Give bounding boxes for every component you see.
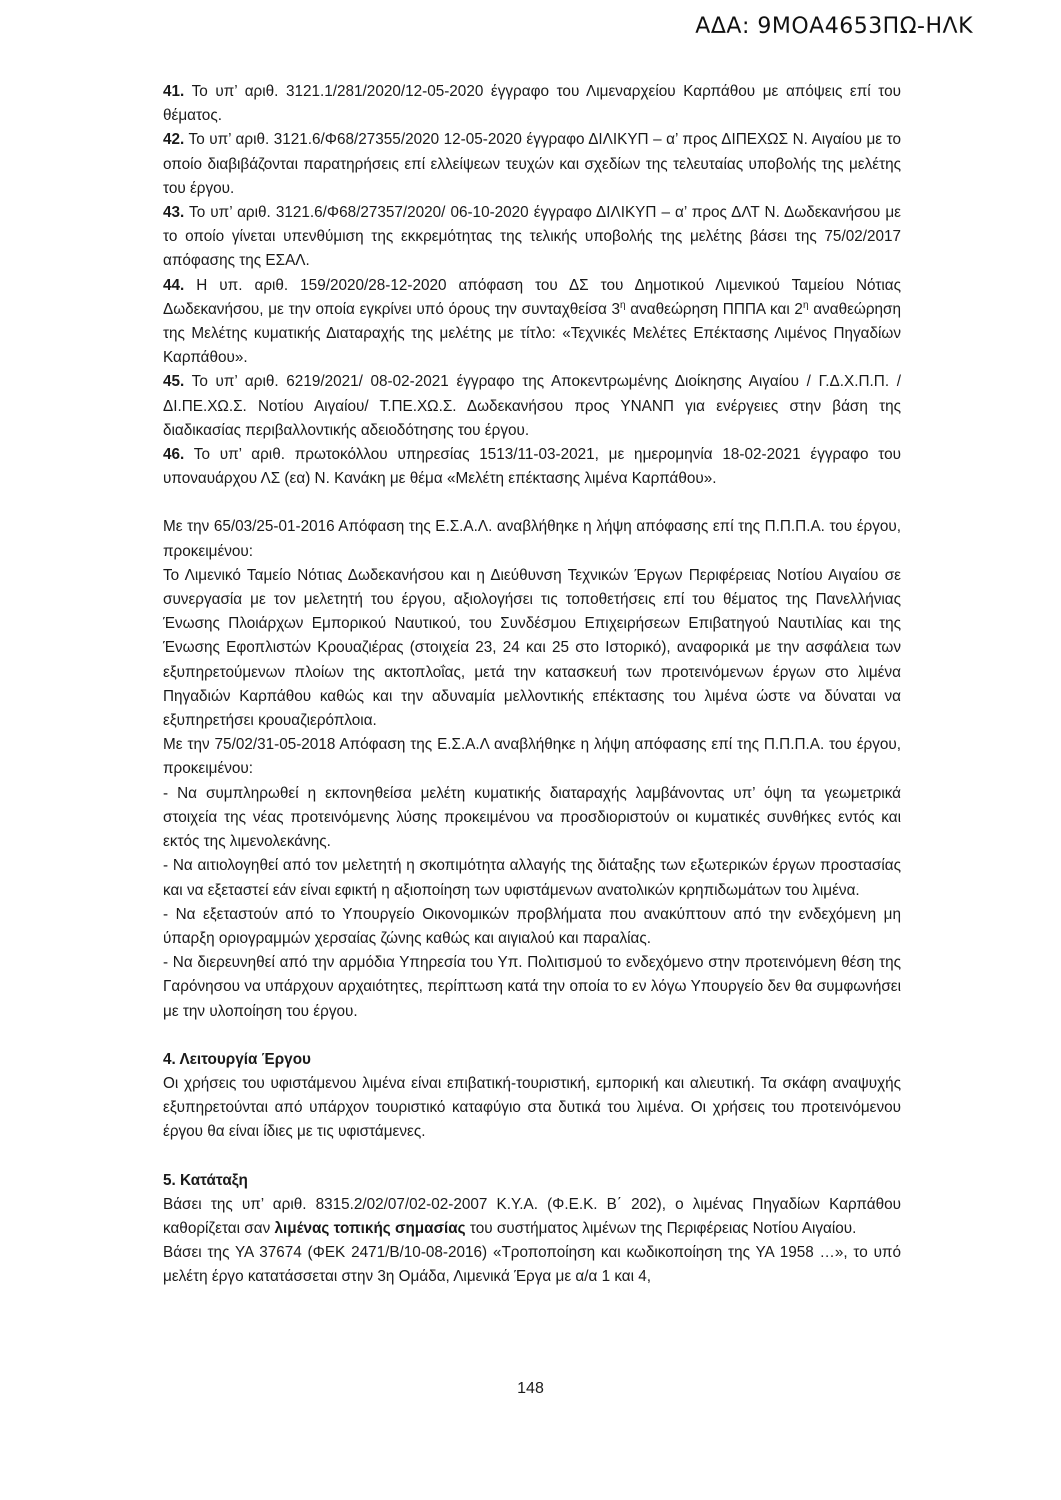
section-heading-operation: 4. Λειτουργία Έργου bbox=[163, 1050, 311, 1068]
esal-bullet: - Να διερευνηθεί από την αρμόδια Υπηρεσία του Υπ. Πολιτισμού το ενδεχόμενο στην προτεινόμενη θέση της Γαρόνησου να υπάρχουν αρχαιότητες, περίπτωση κατά την οποία το εν λόγω Υπουργείο δεν θα συμφωνήσει με την υλοποίηση του έργου. bbox=[163, 954, 901, 1020]
item-text: Το υπ’ αριθ. 6219/2021/ 08-02-2021 έγγραφο της Αποκεντρωμένης Διοίκησης Αιγαίου / Γ.Δ.Χ.Π.Π. / ΔΙ.ΠΕ.ΧΩ.Σ. Νοτίου Αιγαίου/ Τ.ΠΕ.ΧΩ.Σ. Δωδεκανήσου προς ΥΝΑΝΠ για ενέργειες στην βάση της διαδικασίας περιβαλλοντικής αδειοδότησης του έργου. bbox=[163, 373, 901, 439]
item-number: 42. bbox=[163, 131, 185, 149]
section-text-classification bbox=[163, 1193, 901, 1241]
item-text: Το υπ’ αριθ. 3121.1/281/2020/12-05-2020 έγγραφο του Λιμεναρχείου Καρπάθου με απόψεις επί του θέματος. bbox=[163, 83, 901, 125]
item-text: αναθεώρηση της Μελέτης κυματικής Διαταραχής της μελέτης με τίτλο: «Τεχνικές Μελέτες Επέκτασης Λιμένος Πηγαδίων Καρπάθου». bbox=[163, 300, 901, 367]
item-text: Το υπ’ αριθ. πρωτοκόλλου υπηρεσίας 1513/11-03-2021, με ημερομηνία 18-02-2021 έγγραφο του υποναυάρχου ΛΣ (εα) Ν. Κανάκη με θέμα «Μελέτη επέκτασης λιμένα Καρπάθου». bbox=[163, 446, 901, 488]
superscript: η bbox=[802, 299, 809, 311]
document-body bbox=[163, 80, 901, 1290]
page-number: 148 bbox=[517, 1380, 544, 1397]
spacer bbox=[163, 1024, 901, 1048]
list-item-41 bbox=[163, 80, 901, 128]
superscript: η bbox=[620, 299, 626, 311]
esal-decision-2018: Με την 75/02/31-05-2018 Απόφαση της Ε.Σ.Α.Λ αναβλήθηκε η λήψη απόφασης επί της Π.Π.Π.Α. του έργου, προκειμένου: bbox=[163, 736, 901, 778]
text-run: του συστήματος λιμένων της Περιφέρειας Νοτίου Αιγαίου. bbox=[465, 1219, 857, 1237]
item-text: Το υπ’ αριθ. 3121.6/Φ68/27355/2020 12-05-2020 έγγραφο ΔΙΛΙΚΥΠ – α’ προς ΔΙΠΕΧΩΣ Ν. Αιγαίου με το οποίο διαβιβάζονται παρατηρήσεις επί ελλείψεων τευχών και σχεδίων της τελευταίας υποβολής της μελέτης του έργου. bbox=[163, 131, 901, 197]
ada-code: ΑΔΑ: 9ΜΟΑ4653ΠΩ-ΗΛΚ bbox=[695, 14, 973, 39]
item-number: 41. bbox=[163, 83, 185, 100]
list-item-42 bbox=[163, 128, 901, 201]
list-item-46 bbox=[163, 443, 901, 491]
item-number: 46. bbox=[163, 446, 185, 464]
text-run: Βάσει της υπ’ αριθ. 8315.2/02/07/02-02-2007 Κ.Υ.Α. (Φ.Ε.Κ. Β΄ 202), ο λιμένας Πηγαδίων Καρπάθου καθορίζεται σαν bbox=[163, 1195, 901, 1237]
spacer bbox=[163, 491, 901, 515]
item-number: 44. bbox=[163, 276, 185, 294]
section-text-operation: Οι χρήσεις του υφιστάμενου λιμένα είναι επιβατική-τουριστική, εμπορική και αλιευτική. Τα σκάφη αναψυχής εξυπηρετούνται από υπάρχον τουριστικό καταφύγιο στα δυτικά του λιμένα. Οι χρήσεις του προτεινόμενου έργου θα είναι ίδιες με τις υφιστάμενες. bbox=[163, 1074, 901, 1141]
esal-decision-2016-detail: Το Λιμενικό Ταμείο Νότιας Δωδεκανήσου και η Διεύθυνση Τεχνικών Έργων Περιφέρειας Νοτίου Αιγαίου σε συνεργασία με τον μελετητή του έργου, αξιολογήσει τις τοποθετήσεις επί του θέματος της Πανελλήνιας Ένωσης Πλοιάρχων Εμπορικού Ναυτικού, του Συνδέσμου Επιχειρήσεων Επιβατηγού Ναυτιλίας και της Ένωσης Εφοπλιστών Κρουαζιέρας (στοιχεία 23, 24 και 25 στο Ιστορικό), αναφορικά με την ασφάλεια των εξυπηρετούμενων πλοίων της ακτοπλοΐας, μετά την κατασκευή των προτεινόμενων έργων στο λιμένα Πηγαδιών Καρπάθου καθώς και την αδυναμία μελλοντικής επέκτασης του λιμένα ώστε να δύναται να εξυπηρετήσει κρουαζιερόπλοια. bbox=[163, 566, 901, 730]
esal-bullet: - Να συμπληρωθεί η εκπονηθείσα μελέτη κυματικής διαταραχής λαμβάνοντας υπ’ όψη τα γεωμετρικά στοιχεία της νέας προτεινόμενης λύσης προκειμένου να προσδιοριστούν οι κυματικές συνθήκες εντός και εκτός της λιμενολεκάνης. bbox=[163, 784, 901, 851]
esal-decision-2016: Με την 65/03/25-01-2016 Απόφαση της Ε.Σ.Α.Λ. αναβλήθηκε η λήψη απόφασης επί της Π.Π.Π.Α. του έργου, προκειμένου: bbox=[163, 518, 901, 560]
list-item-43 bbox=[163, 201, 901, 274]
list-item-45 bbox=[163, 370, 901, 443]
item-number: 43. bbox=[163, 204, 185, 222]
list-item-44 bbox=[163, 274, 901, 371]
esal-bullet: - Να εξεταστούν από το Υπουργείο Οικονομικών προβλήματα που ανακύπτουν από την ενδεχόμενη μη ύπαρξη οριογραμμών χερσαίας ζώνης καθώς και αιγιαλού και παραλίας. bbox=[163, 905, 901, 947]
esal-bullet: - Να αιτιολογηθεί από τον μελετητή η σκοπιμότητα αλλαγής της διάταξης των εξωτερικών έργων προστασίας και να εξεταστεί εάν είναι εφικτή η αξιοποίηση των υφιστάμενων ανατολικών κρηπιδωμάτων του λιμένα. bbox=[163, 857, 901, 899]
spacer bbox=[163, 1145, 901, 1169]
item-text: αναθεώρηση ΠΠΠΑ και 2 bbox=[625, 300, 803, 318]
bold-term: λιμένας τοπικής σημασίας bbox=[274, 1219, 466, 1237]
section-heading-classification: 5. Κατάταξη bbox=[163, 1171, 248, 1189]
item-text: Η υπ. αριθ. 159/2020/28-12-2020 απόφαση του ΔΣ του Δημοτικού Λιμενικού Ταμείου Νότιας Δωδεκανήσου, με την οποία εγκρίνει υπό όρους την συνταχθείσα 3 bbox=[163, 276, 901, 318]
item-number: 45. bbox=[163, 373, 185, 391]
section-text-classification-2: Βάσει της ΥΑ 37674 (ΦΕΚ 2471/Β/10-08-2016) «Τροποποίηση και κωδικοποίηση της ΥΑ 1958 …», το υπό μελέτη έργο κατατάσσεται στην 3η Ομάδα, Λιμενικά Έργα με α/α 1 και 4, bbox=[163, 1244, 901, 1286]
item-text: Το υπ’ αριθ. 3121.6/Φ68/27357/2020/ 06-10-2020 έγγραφο ΔΙΛΙΚΥΠ – α’ προς ΔΛΤ Ν. Δωδεκανήσου με το οποίο γίνεται υπενθύμιση της εκκρεμότητας της τελικής υποβολής της μελέτης βάσει της 75/02/2017 απόφασης της ΕΣΑΛ. bbox=[163, 204, 901, 270]
